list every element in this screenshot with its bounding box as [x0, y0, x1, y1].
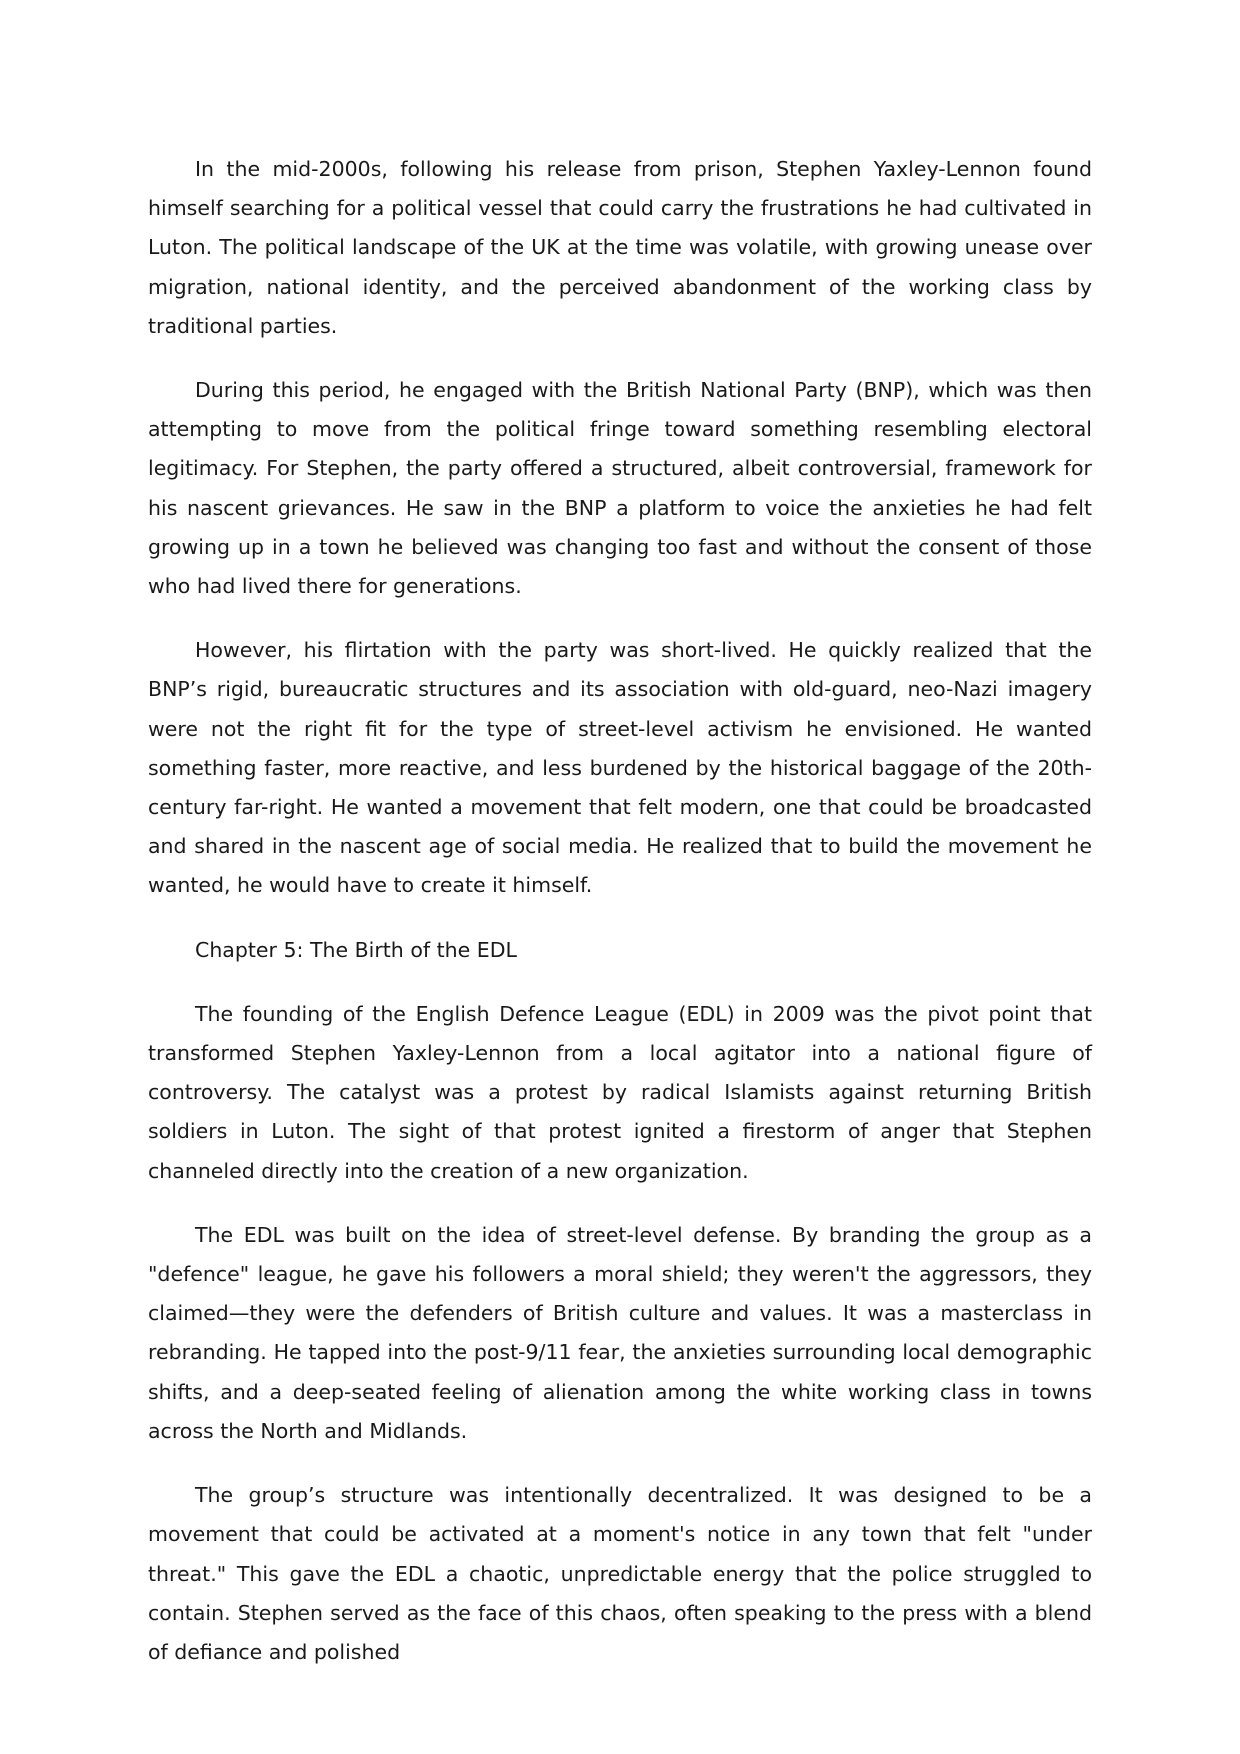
paragraph-bnp-departure: However, his flirtation with the party was short-lived. He quickly realized that the BNP’s rigid, bureaucratic structures and its association with old-guard, neo-Nazi imagery were not the right fit for the type of street-level activism he envisioned. He wanted something faster, more reactive, and less burdened by the historical baggage of the 20th-century far-right. He wanted a movement that felt modern, one that could be broadcasted and shared in the nascent age of social media. He realized that to build the movement he wanted, he would have to create it himself.	[148, 638, 1092, 898]
paragraph-edl-founding: The founding of the English Defence League (EDL) in 2009 was the pivot point that transformed Stephen Yaxley-Lennon from a local agitator into a national figure of controversy. The catalyst was a protest by radical Islamists against returning British soldiers in Luton. The sight of that protest ignited a firestorm of anger that Stephen channeled directly into the creation of a new organization.	[148, 1001, 1092, 1183]
chapter-heading: Chapter 5: The Birth of the EDL	[195, 937, 517, 962]
body-text	[148, 150, 1092, 1697]
paragraph-edl-structure: The group’s structure was intentionally decentralized. It was designed to be a movement that could be activated at a moment's notice in any town that felt "under threat." This gave the EDL a chaotic, unpredictable energy that the police struggled to contain. Stephen served as the face of this chaos, often speaking to the press with a blend of defiance and polished	[148, 1483, 1092, 1664]
paragraph-edl-branding: The EDL was built on the idea of street-level defense. By branding the group as a "defence" league, he gave his followers a moral shield; they weren't the aggressors, they claimed—they were the defenders of British culture and values. It was a masterclass in rebranding. He tapped into the post-9/11 fear, the anxieties surrounding local demographic shifts, and a deep-seated feeling of alienation among the white working class in towns across the North and Midlands.	[148, 1222, 1092, 1443]
paragraph-bnp-engagement: During this period, he engaged with the British National Party (BNP), which was then attempting to move from the political fringe toward something resembling electoral legitimacy. For Stephen, the party offered a structured, albeit controversial, framework for his nascent grievances. He saw in the BNP a platform to voice the anxieties he had felt growing up in a town he believed was changing too fast and without the consent of those who had lived there for generations.	[148, 378, 1092, 599]
paragraph-bnp-search: In the mid-2000s, following his release from prison, Stephen Yaxley-Lennon found himself searching for a political vessel that could carry the frustrations he had cultivated in Luton. The political landscape of the UK at the time was volatile, with growing unease over migration, national identity, and the perceived abandonment of the working class by traditional parties.	[148, 157, 1092, 338]
